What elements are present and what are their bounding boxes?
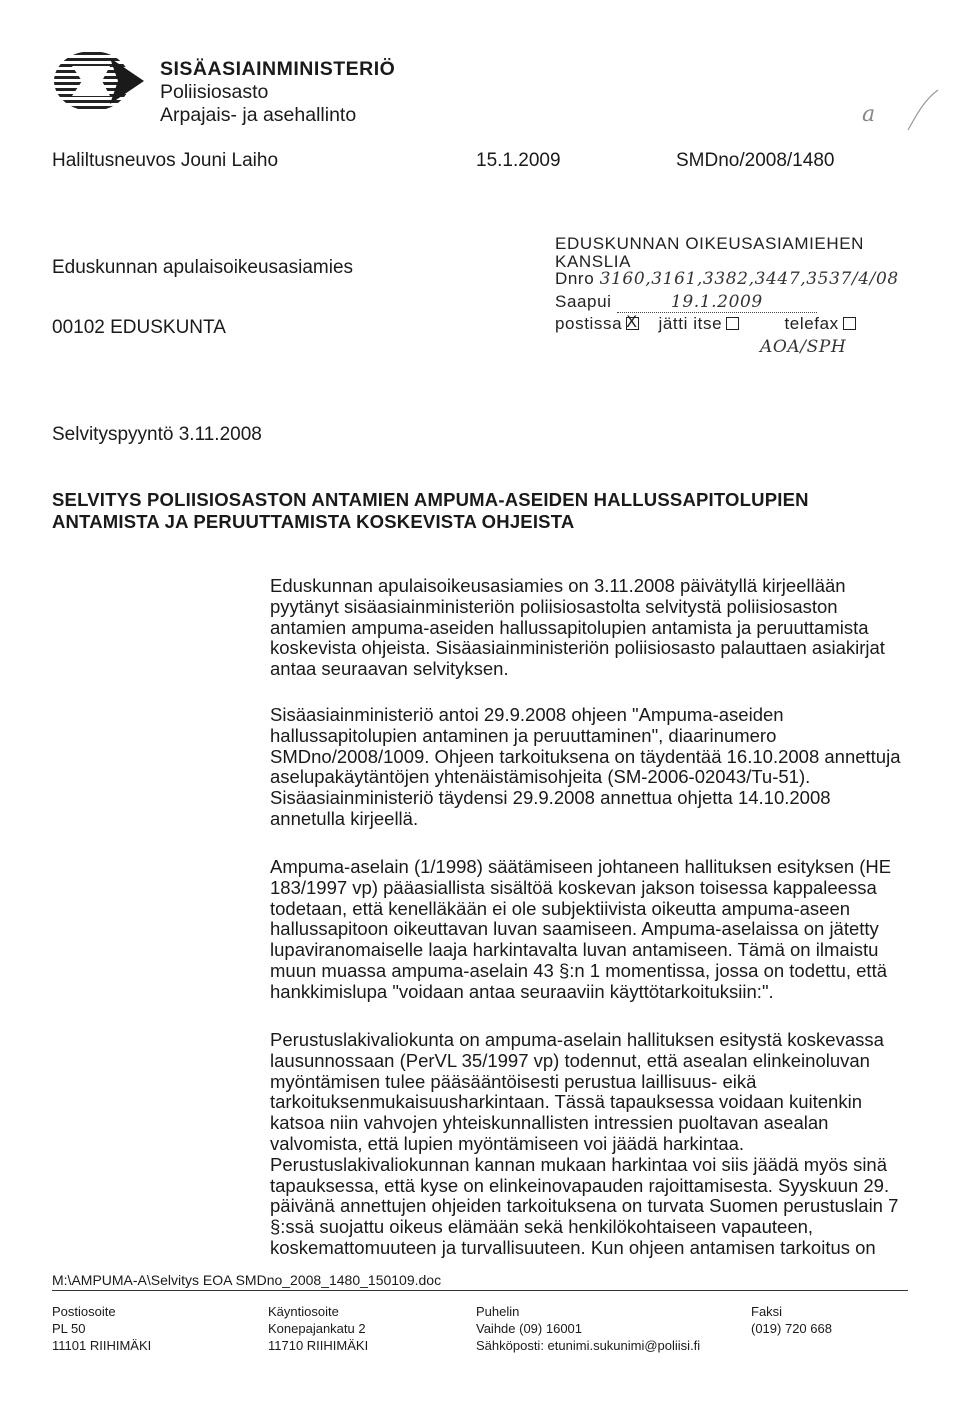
footer-divider — [52, 1290, 908, 1291]
stamp-dnro-label: Dnro — [555, 269, 595, 288]
p1-line: antaa seuraavan selvityksen. — [270, 658, 509, 680]
p2-line: hallussapitolupien antaminen ja peruuttaminen", diaarinumero — [270, 724, 777, 746]
stamp-handler-initials: AOA/SPH — [760, 337, 847, 357]
p4-line: Perustuslakivaliokunta on ampuma-aselain hallituksen esitystä koskevassa — [270, 1029, 884, 1050]
footer-postal-line2: 11101 RIIHIMÄKI — [52, 1338, 152, 1353]
ministry-logo — [52, 46, 150, 116]
p2-line: SMDno/2008/1009. Ohjeen tarkoituksena on täydentää 16.10.2008 annettuja — [270, 745, 901, 767]
p3-line: 183/1997 vp) pääasiallista sisältöä koskevan jakson toisessa kappaleessa — [270, 876, 877, 898]
stamp-delivery-row — [555, 314, 856, 333]
p1-line: koskevista ohjeista. Sisäasiainministeriön poliisiosasto palauttaen asiakirjat — [270, 637, 885, 659]
footer-postal-line1: PL 50 — [52, 1321, 86, 1336]
p4-line: koskemattomuuteen ja turvallisuuteen. Kun ohjeen antamisen tarkoitus on — [270, 1236, 876, 1258]
p4-line: valvomista, että lupien myöntämiseen voi jäädä harkintaa. — [270, 1132, 745, 1154]
p2-line: Sisäasiainministeriö antoi 29.9.2008 ohjeen "Ampuma-aseiden — [270, 704, 784, 725]
stamp-arrived-row — [555, 292, 817, 313]
p1-line: antamien ampuma-aseiden hallussapitolupien antamista ja peruuttamista — [270, 616, 869, 638]
department-name: Poliisiosasto — [160, 81, 269, 103]
letterhead — [160, 58, 395, 127]
handwritten-corner-mark: a — [862, 102, 876, 127]
stamp-dnro-value: 3160,3161,3382,3447,3537/4/08 — [599, 269, 899, 289]
footer-visit-line1: Konepajankatu 2 — [268, 1321, 366, 1336]
stamp-arrived-value: 19.1.2009 — [617, 293, 817, 313]
reference-line: Selvityspyyntö 3.11.2008 — [52, 424, 262, 445]
footer-fax — [751, 1303, 832, 1337]
recipient-address: 00102 EDUSKUNTA — [52, 317, 226, 338]
footer-postal-label: Postiosoite — [52, 1304, 116, 1319]
p4-line: lausunnossaan (PerVL 35/1997 vp) todennut, että asealan elinkeinoluvan — [270, 1049, 870, 1071]
footer-phone-label: Puhelin — [476, 1304, 520, 1319]
footer-phone-line2: Sähköposti: etunimi.sukunimi@poliisi.fi — [476, 1338, 701, 1353]
document-title — [52, 489, 809, 533]
title-line-2: ANTAMISTA JA PERUUTTAMISTA KOSKEVISTA OHJEISTA — [52, 511, 575, 532]
stamp-office2: KANSLIA — [555, 252, 632, 271]
letter-date: 15.1.2009 — [476, 150, 561, 171]
p3-line: todetaan, että kenelläkään ei ole subjektiivista oikeutta ampuma-aseen — [270, 897, 851, 919]
footer-visit — [268, 1303, 368, 1354]
p2-line: aselupakäytäntöjen yhtenäistämisohjeita (SM-2006-02043/Tu-51). — [270, 766, 811, 788]
footer-fax-line1: (019) 720 668 — [751, 1321, 832, 1336]
footer-phone — [476, 1303, 700, 1354]
footer-postal — [52, 1303, 151, 1354]
unit-name: Arpajais- ja asehallinto — [160, 104, 357, 126]
stamp-arrived-label: Saapui — [555, 292, 612, 311]
p4-line: päivänä annettujen ohjeiden tarkoituksena on turvata Suomen perustuslain 7 — [270, 1195, 899, 1217]
footer-phone-line1: Vaihde (09) 16001 — [476, 1321, 583, 1336]
p4-line: Perustuslakivaliokunnan kannan mukaan harkintaa voi siis jäädä myös sinä — [270, 1153, 888, 1175]
footer-visit-label: Käyntiosoite — [268, 1304, 339, 1319]
p4-line: tarkoituksenmukaisuusharkintaan. Tässä tapauksessa voidaan kuitenkin — [270, 1091, 862, 1113]
ministry-name: SISÄASIAINMINISTERIÖ — [160, 58, 396, 80]
paragraph-2 — [270, 705, 910, 830]
paragraph-1 — [270, 576, 910, 680]
p2-line: Sisäasiainministeriö täydensi 29.9.2008 annettua ohjetta 14.10.2008 — [270, 787, 831, 809]
p3-line: Ampuma-aselain (1/1998) säätämiseen johtaneen hallituksen esityksen (HE — [270, 856, 892, 877]
author: Haliltusneuvos Jouni Laiho — [52, 150, 279, 171]
file-path: M:\AMPUMA-A\Selvitys EOA SMDno_2008_1480_150109.doc — [52, 1272, 442, 1288]
p4-line: tapauksessa, että kyse on elinkeinovapauden rajoittamisesta. Syyskuun 29. — [270, 1174, 890, 1196]
p4-line: myöntämisen tulee pääsääntöisesti perustua laillisuus- eikä — [270, 1070, 757, 1092]
p3-line: hankkimislupa "voidaan antaa seuraaviin käyttötarkoituksiin:". — [270, 980, 774, 1002]
handwritten-corner-curve — [902, 86, 942, 136]
footer-fax-label: Faksi — [751, 1304, 783, 1319]
stamp-hand-checkbox — [726, 317, 739, 330]
stamp-post-label: postissa — [555, 314, 623, 333]
p4-line: §:ssä suojattu oikeus elämään sekä henkilökohtaiseen vapauteen, — [270, 1216, 814, 1238]
p3-line: hallussapitoon oikeuttavan luvan saamiseen. Ampuma-aselaissa on jätetty — [270, 918, 879, 940]
stamp-fax-label: telefax — [784, 314, 839, 333]
paragraph-4 — [270, 1030, 910, 1259]
p1-line: pyytänyt sisäasiainministeriön poliisiosastolta selvitystä poliisiosaston — [270, 595, 838, 617]
stamp-office: EDUSKUNNAN OIKEUSASIAMIEHEN — [555, 234, 865, 253]
stamp-hand-label: jätti itse — [658, 314, 723, 333]
p3-line: lupaviranomaiselle laaja harkintavalta luvan antamiseen. Tämä on ilmaistu — [270, 939, 879, 961]
stamp-fax-checkbox — [843, 317, 856, 330]
stamp-post-checkbox — [626, 317, 639, 330]
stamp-dnro-row — [555, 269, 899, 289]
recipient-name: Eduskunnan apulaisoikeusasiamies — [52, 257, 354, 278]
p1-line: Eduskunnan apulaisoikeusasiamies on 3.11.2008 päivätyllä kirjeellään — [270, 575, 846, 596]
title-line-1: SELVITYS POLIISIOSASTON ANTAMIEN AMPUMA-ASEIDEN HALLUSSAPITOLUPIEN — [52, 489, 809, 510]
p3-line: muun muassa ampuma-aselain 43 §:n 1 momentissa, jossa on todettu, että — [270, 959, 888, 981]
footer-visit-line2: 11710 RIIHIMÄKI — [268, 1338, 369, 1353]
p4-line: katsoa niin vahvojen yhteiskunnallisten intressien puoltavan asealan — [270, 1112, 829, 1134]
paragraph-3 — [270, 857, 910, 1003]
p2-line: annetulla kirjeellä. — [270, 807, 419, 829]
ref-number: SMDno/2008/1480 — [676, 150, 835, 171]
